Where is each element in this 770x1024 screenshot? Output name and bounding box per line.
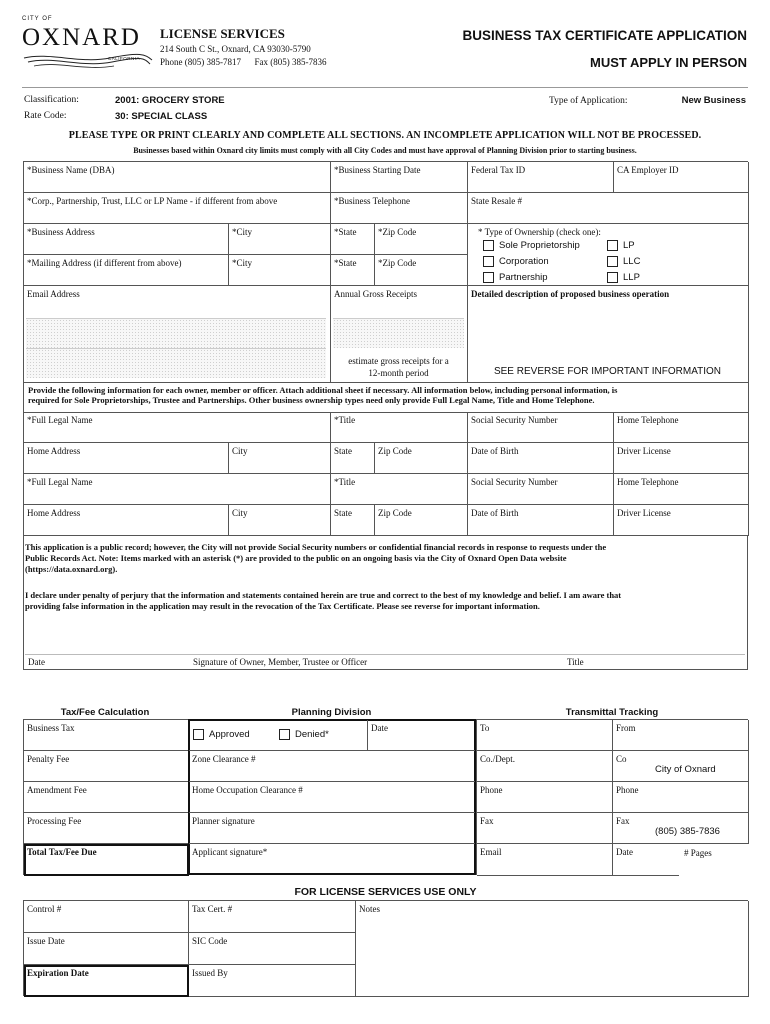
lp-label: LP: [623, 240, 635, 251]
llc-checkbox[interactable]: [607, 256, 618, 267]
issue-date-field[interactable]: Issue Date: [24, 933, 189, 965]
owner1-zip-field[interactable]: Zip Code: [375, 443, 468, 474]
form-title: BUSINESS TAX CERTIFICATE APPLICATION: [462, 28, 747, 43]
public-record-notice: [25, 542, 747, 575]
fax2-label: Fax: [616, 816, 630, 826]
business-name-field[interactable]: *Business Name (DBA): [24, 162, 331, 193]
from-field[interactable]: From: [613, 720, 749, 751]
owner1-dob-field[interactable]: Date of Birth: [468, 443, 614, 474]
logo-main-text: OXNARD: [22, 24, 141, 51]
ownership-lp-option[interactable]: [607, 240, 635, 251]
tax-cert-field[interactable]: Tax Cert. #: [189, 901, 356, 933]
mailing-city-field[interactable]: *City: [229, 255, 331, 286]
approved-option[interactable]: [193, 729, 250, 740]
perjury-line1: I declare under penalty of perjury that the information and statements contained herein are true and correct to the best of my knowledge and belief. I am aware that: [25, 590, 622, 600]
taxfee-table: [23, 719, 188, 875]
ownership-sole-option[interactable]: [483, 240, 580, 251]
business-zip-field[interactable]: *Zip Code: [375, 224, 468, 255]
ownership-llc-option[interactable]: [607, 256, 640, 267]
mailing-zip-field[interactable]: *Zip Code: [375, 255, 468, 286]
ownership-type-label: * Type of Ownership (check one):: [478, 227, 601, 237]
to-field[interactable]: To: [477, 720, 613, 751]
owner1-driver-license-field[interactable]: Driver License: [614, 443, 749, 474]
gross-receipts-label: Annual Gross Receipts: [334, 289, 417, 299]
partnership-checkbox[interactable]: [483, 272, 494, 283]
denied-option[interactable]: [279, 729, 329, 740]
penalty-fee-field[interactable]: Penalty Fee: [24, 751, 189, 782]
llp-label: LLP: [623, 272, 640, 283]
rate-code-value: 30: SPECIAL CLASS: [115, 111, 208, 122]
office-phone-fax: Phone (805) 385-7817 Fax (805) 385-7836: [160, 57, 327, 67]
header-divider: [22, 87, 748, 88]
denied-label: Denied*: [295, 729, 329, 740]
amendment-fee-field[interactable]: Amendment Fee: [24, 782, 189, 813]
ownership-partnership-option[interactable]: [483, 272, 548, 283]
gross-note-line2: 12-month period: [368, 368, 429, 378]
transmittal-phone2-field[interactable]: Phone: [613, 782, 749, 813]
business-telephone-field[interactable]: *Business Telephone: [331, 193, 468, 224]
approved-label: Approved: [209, 729, 250, 740]
llc-label: LLC: [623, 256, 641, 267]
ca-employer-id-field[interactable]: CA Employer ID: [614, 162, 749, 193]
notes-field[interactable]: Notes: [356, 901, 749, 997]
planning-table: [188, 719, 476, 875]
fax-value: (805) 385-7836: [655, 826, 720, 837]
owner1-title-field[interactable]: *Title: [331, 412, 468, 443]
application-type-label: Type of Application:: [549, 96, 628, 106]
owners-instructions: [24, 383, 749, 413]
owner1-state-field[interactable]: State: [331, 443, 375, 474]
logo-sub-text: CALIFORNIA: [108, 56, 141, 61]
mailing-state-field[interactable]: *State: [331, 255, 375, 286]
business-address-field[interactable]: *Business Address: [24, 224, 229, 255]
ownership-llp-option[interactable]: [607, 272, 640, 283]
federal-tax-id-field[interactable]: Federal Tax ID: [468, 162, 614, 193]
instructions-sub: Businesses based within Oxnard city limits must comply with all City Codes and must have approval of Planning Division prior to starting business.: [133, 146, 637, 155]
business-description-label: Detailed description of proposed business operation: [471, 289, 670, 299]
owner1-ssn-field[interactable]: Social Security Number: [468, 412, 614, 443]
owner1-city-field[interactable]: City: [229, 443, 331, 474]
rate-code-label: Rate Code:: [24, 111, 67, 121]
business-city-field[interactable]: *City: [229, 224, 331, 255]
see-reverse-note: SEE REVERSE FOR IMPORTANT INFORMATION: [493, 366, 722, 377]
corp-label: Corporation: [499, 256, 549, 267]
declaration-title-label[interactable]: Title: [567, 657, 584, 667]
declaration-date-label[interactable]: Date: [28, 657, 45, 667]
business-starting-date-field[interactable]: *Business Starting Date: [331, 162, 468, 193]
email-divider: [26, 348, 326, 349]
owner2-home-telephone-field[interactable]: Home Telephone: [614, 474, 749, 505]
sole-label: Sole Proprietorship: [499, 240, 580, 251]
owner2-zip-field[interactable]: Zip Code: [375, 505, 468, 536]
office-title: LICENSE SERVICES: [160, 26, 285, 41]
issued-by-field[interactable]: Issued By: [189, 965, 356, 997]
email-address-field[interactable]: [24, 286, 331, 383]
transmittal-fax-field[interactable]: Fax: [477, 813, 613, 844]
planner-signature-field[interactable]: Planner signature: [189, 813, 475, 844]
planning-heading: Planning Division: [291, 707, 372, 718]
owner1-home-telephone-field[interactable]: Home Telephone: [614, 412, 749, 443]
gross-receipts-field[interactable]: [331, 286, 468, 383]
control-number-field[interactable]: Control #: [24, 901, 189, 933]
denied-checkbox[interactable]: [279, 729, 290, 740]
city-logo: [20, 18, 155, 70]
processing-fee-field[interactable]: Processing Fee: [24, 813, 189, 844]
gross-shaded-area: [333, 318, 464, 348]
corp-checkbox[interactable]: [483, 256, 494, 267]
owner1-home-address-field[interactable]: Home Address: [24, 443, 229, 474]
transmittal-phone-field[interactable]: Phone: [477, 782, 613, 813]
approved-checkbox[interactable]: [193, 729, 204, 740]
owner2-home-address-field[interactable]: Home Address: [24, 505, 229, 536]
co-label: Co: [616, 754, 627, 764]
owner1-full-name-field[interactable]: *Full Legal Name: [24, 412, 331, 443]
owner2-dob-field[interactable]: Date of Birth: [468, 505, 614, 536]
owner2-full-name-field[interactable]: *Full Legal Name: [24, 474, 331, 505]
perjury-declaration: [25, 590, 747, 612]
home-occupation-field[interactable]: Home Occupation Clearance #: [189, 782, 475, 813]
public-record-line3: (https://data.oxnard.org).: [25, 564, 118, 575]
license-use-heading: FOR LICENSE SERVICES USE ONLY: [294, 886, 477, 898]
transmittal-table: [476, 719, 748, 875]
sole-checkbox[interactable]: [483, 240, 494, 251]
pages-field[interactable]: # Pages: [684, 848, 712, 858]
corp-name-field[interactable]: *Corp., Partnership, Trust, LLC or LP Name - if different from above: [24, 193, 331, 224]
business-state-field[interactable]: *State: [331, 224, 375, 255]
taxfee-heading: Tax/Fee Calculation: [60, 707, 150, 718]
public-record-line1: This application is a public record; however, the City will not provide Social Security numbers or confidential financial records in response to requests under the: [25, 542, 607, 552]
co-value: City of Oxnard: [655, 764, 716, 775]
partnership-label: Partnership: [499, 272, 548, 283]
declaration-signature-label[interactable]: Signature of Owner, Member, Trustee or Officer: [193, 657, 368, 667]
public-record-line2: Public Records Act. Note: Items marked with an asterisk (*) are provided to the public on an ongoing basis via the City of Oxnard Open Data website: [25, 553, 567, 564]
state-resale-field[interactable]: State Resale #: [468, 193, 749, 224]
owners-instructions-line1: Provide the following information for each owner, member or officer. Attach additional sheet if necessary. All information below, including personal information, is: [28, 385, 618, 395]
applicant-signature-field[interactable]: Applicant signature*: [192, 847, 268, 857]
transmittal-fax2-field[interactable]: [613, 813, 749, 844]
owner-1-block: [23, 412, 748, 536]
application-type-value: New Business: [681, 95, 746, 106]
owners-instructions-line2: required for Sole Proprietorships, Trustee and Partnerships. Other business ownership types need only provide Full Legal Name, Title and Home Telephone.: [28, 394, 595, 405]
planning-date-field[interactable]: Date: [368, 720, 475, 751]
form-subtitle: MUST APPLY IN PERSON: [590, 55, 747, 70]
owner2-ssn-field[interactable]: Social Security Number: [468, 474, 614, 505]
zone-clearance-field[interactable]: Zone Clearance #: [189, 751, 475, 782]
co-dept-field[interactable]: Co./Dept.: [477, 751, 613, 782]
gross-note-line1: estimate gross receipts for a: [348, 356, 449, 366]
mailing-address-field[interactable]: *Mailing Address (if different from above): [24, 255, 229, 286]
lp-checkbox[interactable]: [607, 240, 618, 251]
email-address-label: Email Address: [27, 289, 80, 299]
sic-code-field[interactable]: SIC Code: [189, 933, 356, 965]
signature-line: [25, 654, 745, 655]
co-field[interactable]: [613, 751, 749, 782]
license-use-table: [23, 900, 748, 996]
owner2-state-field[interactable]: State: [331, 505, 375, 536]
total-tax-fee-field[interactable]: Total Tax/Fee Due: [24, 844, 189, 876]
owner2-driver-license-field[interactable]: Driver License: [614, 505, 749, 536]
transmittal-email-field[interactable]: Email: [477, 844, 613, 876]
perjury-line2: providing false information in the application may result in the revocation of the Tax Certificate. Please see reverse for important information.: [25, 601, 540, 612]
classification-label: Classification:: [24, 95, 79, 105]
office-address: 214 South C St., Oxnard, CA 93030-5790: [160, 44, 311, 54]
instructions-main: PLEASE TYPE OR PRINT CLEARLY AND COMPLETE ALL SECTIONS. AN INCOMPLETE APPLICATION WILL NOT BE PROCESSED.: [68, 130, 702, 141]
owner2-city-field[interactable]: City: [229, 505, 331, 536]
expiration-date-field[interactable]: Expiration Date: [24, 965, 189, 997]
ownership-corp-option[interactable]: [483, 256, 549, 267]
classification-value: 2001: GROCERY STORE: [115, 95, 225, 106]
business-description-field[interactable]: [468, 286, 749, 383]
transmittal-date-field[interactable]: Date: [613, 844, 679, 876]
transmittal-heading: Transmittal Tracking: [565, 707, 659, 718]
llp-checkbox[interactable]: [607, 272, 618, 283]
business-tax-field[interactable]: Business Tax: [24, 720, 189, 751]
owner2-title-field[interactable]: *Title: [331, 474, 468, 505]
logo-top-text: CITY OF: [22, 16, 53, 22]
